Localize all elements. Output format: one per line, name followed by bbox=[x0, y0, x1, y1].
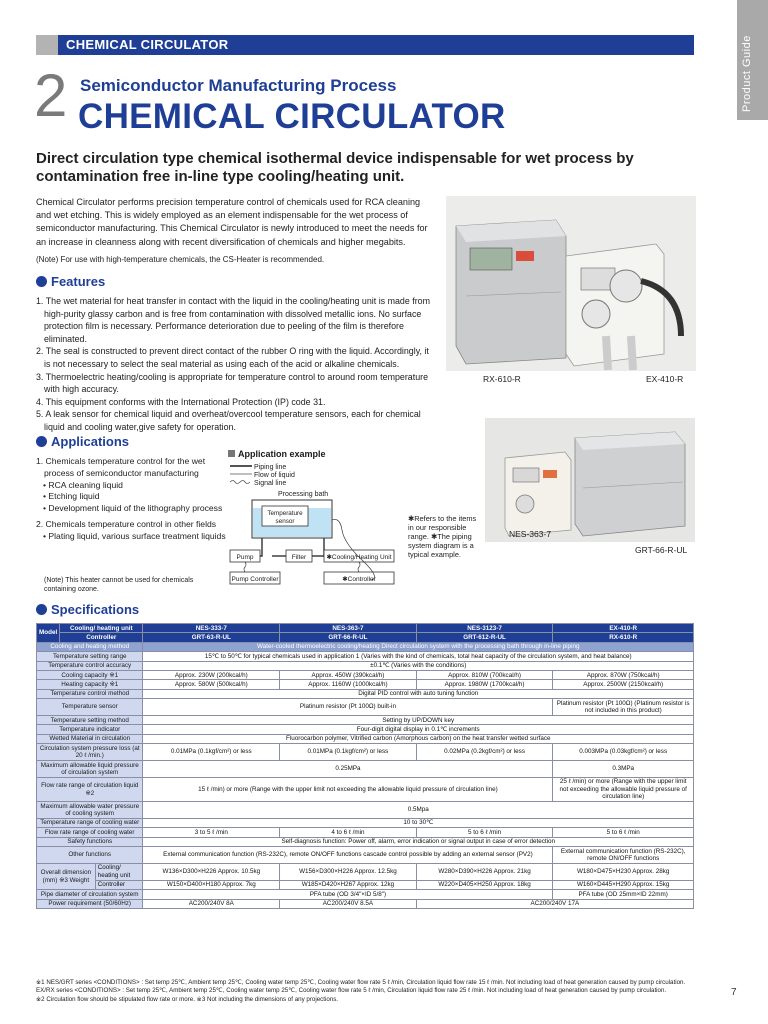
model-label: Model bbox=[37, 624, 60, 643]
lead-text: Direct circulation type chemical isothermal device indispensable for wet process by contamination free in-line type cooling/heating unit. bbox=[36, 150, 634, 185]
row-label: Flow rate range of circulation liquid ※2 bbox=[37, 777, 143, 801]
table-row bbox=[37, 624, 694, 633]
table-cell: 0.01MPa (0.1kgf/cm²) or less bbox=[280, 744, 417, 761]
page-subtitle: Semiconductor Manufacturing Process bbox=[80, 76, 397, 95]
bullet-dot-icon bbox=[36, 604, 47, 615]
table-row bbox=[37, 828, 694, 837]
table-row bbox=[37, 802, 694, 819]
table-cell: Platinum resistor (Pt 100Ω) (Platinum resistor is not included in this product) bbox=[553, 699, 694, 716]
table-row bbox=[37, 863, 694, 880]
application-item: 2. Chemicals temperature control in other fields bbox=[36, 518, 217, 529]
row-label: Temperature indicator bbox=[37, 725, 143, 734]
square-bullet-icon bbox=[228, 450, 235, 457]
product-photo-nes-grt bbox=[485, 418, 695, 542]
table-cell: 0.01MPa (0.1kgf/cm²) or less bbox=[143, 744, 280, 761]
row-label: Flow rate range of cooling water bbox=[37, 828, 143, 837]
row-label: Temperature control accuracy bbox=[37, 661, 143, 670]
table-row bbox=[37, 652, 694, 661]
caption-ex-410-r: EX-410-R bbox=[646, 374, 684, 384]
table-row bbox=[37, 661, 694, 670]
row-label: Wetted Material in circulation bbox=[37, 734, 143, 743]
application-subitem: • Plating liquid, various surface treatment liquids bbox=[43, 530, 226, 541]
page-title: CHEMICAL CIRCULATOR bbox=[78, 97, 506, 136]
table-row bbox=[37, 777, 694, 801]
diagram-note: ✱Refers to the items in our responsible range. ✱The piping system diagram is a typical example. bbox=[408, 514, 477, 559]
table-cell: 10 to 30℃ bbox=[143, 818, 694, 827]
model-cell: NES-333-7 bbox=[143, 624, 280, 633]
controller-header-label: Controller bbox=[60, 633, 143, 642]
table-row bbox=[37, 880, 694, 889]
applications-heading-label: Applications bbox=[51, 434, 130, 449]
feature-item: 1. The wet material for heat transfer in contact with the liquid in the cooling/heating unit is made from high-purity glassy carbon and is free from contamination with dissolved metallic ions. No surface protection film is necessary. Performance deterioration due to peeling of the film is therefore eliminated. bbox=[36, 296, 430, 344]
table-cell: 25 ℓ /min) or more (Range with the upper limit not exceeding the allowable liquid pressure of circulation line) bbox=[553, 777, 694, 801]
row-label: Heating capacity ※1 bbox=[37, 680, 143, 689]
row-label: Temperature setting range bbox=[37, 652, 143, 661]
table-row bbox=[37, 680, 694, 689]
bullet-dot-icon bbox=[36, 276, 47, 287]
row-label: Temperature sensor bbox=[37, 699, 143, 716]
application-subitem: • Etching liquid bbox=[43, 491, 100, 502]
row-label: Overall dimension (mm) ※3 Weight bbox=[37, 863, 96, 889]
section-number: 2 bbox=[34, 62, 68, 129]
table-cell: Approx. 580W (500kcal/h) bbox=[143, 680, 280, 689]
row-label: Cooling capacity ※1 bbox=[37, 671, 143, 680]
table-cell: W156×D300×H226 Approx. 12.5kg bbox=[280, 863, 417, 880]
side-tab-label: Product Guide bbox=[741, 35, 753, 112]
feature-item: 2. The seal is constructed to prevent direct contact of the rubber O ring with the liquid. Accordingly, it is not necessary to select the seal material as using each of the acid or alkaline chemicals. bbox=[36, 346, 429, 369]
applications-list bbox=[36, 456, 226, 543]
table-row bbox=[37, 725, 694, 734]
controller-label: ✱Controller bbox=[342, 576, 376, 583]
table-row bbox=[37, 744, 694, 761]
cooling-heating-unit-label: ✱Cooling/Heating Unit bbox=[326, 554, 392, 561]
table-row bbox=[37, 837, 694, 846]
table-cell: 5 to 6 ℓ /min bbox=[553, 828, 694, 837]
table-row bbox=[37, 642, 694, 651]
table-cell: Self-diagnosis function: Power off, alarm, error indication or signal output in case of error detection bbox=[143, 837, 694, 846]
pump-label: Pump bbox=[236, 554, 254, 561]
signal-wire-pump bbox=[244, 562, 246, 572]
processing-bath-label: Processing bath bbox=[278, 491, 329, 498]
temperature-sensor-label: Temperature bbox=[267, 510, 303, 517]
table-cell: W280×D390×H226 Approx. 21kg bbox=[416, 863, 553, 880]
product-photo-illustration-2 bbox=[485, 418, 695, 542]
row-label: Power requirement (50/60Hz) bbox=[37, 899, 143, 908]
table-cell: Approx. 450W (390kcal/h) bbox=[280, 671, 417, 680]
row-label: Cooling and heating method bbox=[37, 642, 143, 651]
controller-cell: GRT-66-R-UL bbox=[280, 633, 417, 642]
row-sublabel: Controller bbox=[95, 880, 143, 889]
product-photo-rx-ex bbox=[446, 196, 696, 371]
table-row bbox=[37, 734, 694, 743]
model-cell: NES-363-7 bbox=[280, 624, 417, 633]
bullet-dot-icon bbox=[36, 436, 47, 447]
temperature-sensor-label-2: sensor bbox=[275, 518, 295, 525]
table-row bbox=[37, 761, 694, 778]
application-example-title bbox=[228, 449, 326, 459]
table-cell: 0.003MPa (0.03kgf/cm²) or less bbox=[553, 744, 694, 761]
row-label: Pipe diameter of circulation system bbox=[37, 890, 143, 899]
table-cell: 0.25MPa bbox=[143, 761, 553, 778]
controller-cell: RX-610-R bbox=[553, 633, 694, 642]
table-cell: W220×D405×H250 Approx. 18kg bbox=[416, 880, 553, 889]
product-photo-illustration bbox=[446, 196, 696, 371]
table-cell: W180×D475×H230 Approx. 28kg bbox=[553, 863, 694, 880]
table-cell: Platinum resistor (Pt 100Ω) built-in bbox=[143, 699, 553, 716]
feature-item: 5. A leak sensor for chemical liquid and overheat/overcool temperature sensors, each for chemical liquid and cooling water,give safety for operation. bbox=[36, 409, 421, 432]
table-cell: W136×D300×H226 Approx. 10.5kg bbox=[143, 863, 280, 880]
table-cell: External communication function (RS-232C), remote ON/OFF functions bbox=[553, 847, 694, 864]
applications-note: (Note) This heater cannot be used for chemicals containing ozone. bbox=[44, 577, 194, 593]
page-number: 7 bbox=[731, 987, 737, 998]
feature-item: 4. This equipment conforms with the International Protection (IP) code 31. bbox=[36, 396, 326, 407]
application-example-diagram bbox=[228, 460, 408, 588]
header-square bbox=[36, 35, 58, 55]
table-cell: AC200/240V 8.5A bbox=[280, 899, 417, 908]
specifications-heading-label: Specifications bbox=[51, 602, 140, 617]
controller-cell: GRT-63-R-UL bbox=[143, 633, 280, 642]
table-cell: 0.5Mpa bbox=[143, 802, 694, 819]
caption-nes-363-7: NES-363-7 bbox=[509, 529, 552, 539]
table-row bbox=[37, 671, 694, 680]
specifications-heading bbox=[36, 602, 139, 617]
specifications-table bbox=[36, 623, 694, 909]
table-cell: 5 to 6 ℓ /min bbox=[416, 828, 553, 837]
table-cell: 3 to 5 ℓ /min bbox=[143, 828, 280, 837]
table-cell: AC200/240V 8A bbox=[143, 899, 280, 908]
table-cell: 0.3MPa bbox=[553, 761, 694, 778]
table-cell: 15℃ to 50℃ for typical chemicals used in application 1 (Varies with the kind of chemicals, total heat capacity of the circulation system, and heat balance) bbox=[143, 652, 694, 661]
header-bar bbox=[36, 35, 694, 55]
application-subitem: • RCA cleaning liquid bbox=[43, 479, 123, 490]
pump-controller-label: Pump Controller bbox=[231, 576, 279, 583]
row-label: Safety functions bbox=[37, 837, 143, 846]
row-label: Temperature range of cooling water bbox=[37, 818, 143, 827]
row-label: Temperature control method bbox=[37, 689, 143, 698]
table-cell: W150×D400×H180 Approx. 7kg bbox=[143, 880, 280, 889]
intro-text: Chemical Circulator performs precision temperature control of chemicals used for RCA cleaning and wet etching. This is widely employed as an element indispensable for the wet process of semiconductor manufacturing. This Chemical Circulator is newly introduced to meet the needs for an increase in cleanness along with recent diversification of chemicals and higher megabits. bbox=[36, 197, 428, 247]
table-cell: W185×D420×H267 Approx. 12kg bbox=[280, 880, 417, 889]
features-heading-label: Features bbox=[51, 274, 106, 289]
table-row bbox=[37, 890, 694, 899]
footnotes bbox=[36, 979, 726, 1004]
table-row bbox=[37, 899, 694, 908]
footnote: ※2 Circulation flow should be stipulated flow rate or more. ※3 Not including the dimensions of any projections. bbox=[36, 995, 339, 1003]
application-subitem: • Development liquid of the lithography process bbox=[43, 503, 223, 514]
intro-note: (Note) For use with high-temperature chemicals, the CS-Heater is recommended. bbox=[36, 255, 325, 264]
table-cell: Setting by UP/DOWN key bbox=[143, 716, 694, 725]
table-row bbox=[37, 633, 694, 642]
caption-rx-610-r: RX-610-R bbox=[483, 374, 521, 384]
filter-label: Filter bbox=[291, 554, 307, 561]
controller-cell: GRT-612-R-UL bbox=[416, 633, 553, 642]
signal-wire-controller bbox=[358, 562, 360, 572]
feature-item: 3. Thermoelectric heating/cooling is appropriate for temperature control to around room temperature with high accuracy. bbox=[36, 371, 429, 395]
footnote: ※1 NES/GRT series <CONDITIONS> : Set temp 25℃, Ambient temp 25℃, Cooling water temp 25℃, Cooling water flow rate 5 ℓ /min, Circulation liquid flow rate 15 ℓ /min. Not including load of heat generation caused by pump circulation. bbox=[36, 979, 686, 986]
row-label: Circulation system pressure loss (at 20 ℓ /min.) bbox=[37, 744, 143, 761]
application-item: 1. Chemicals temperature control for the wet process of semiconductor manufacturing bbox=[36, 456, 206, 478]
row-sublabel: Cooling/ heating unit bbox=[95, 863, 143, 880]
table-cell: 0.02MPa (0.2kgf/cm²) or less bbox=[416, 744, 553, 761]
table-row bbox=[37, 818, 694, 827]
row-label: Maximum allowable water pressure of cooling system bbox=[37, 802, 143, 819]
table-cell: PFA tube (OD 25mm×ID 22mm) bbox=[553, 890, 694, 899]
table-cell: External communication function (RS-232C), remote ON/OFF functions cascade control possible by adding an external sensor (PV2) bbox=[143, 847, 553, 864]
header-bar-label: CHEMICAL CIRCULATOR bbox=[66, 37, 229, 52]
table-cell: Approx. 2500W (2150kcal/h) bbox=[553, 680, 694, 689]
application-example-title-label: Application example bbox=[238, 449, 326, 459]
legend-flow: Flow of liquid bbox=[254, 472, 295, 479]
table-cell: Fluorocarbon polymer, Vitrified carbon (Amorphous carbon) on the heat transfer wetted surface bbox=[143, 734, 694, 743]
unit-label: Cooling/ heating unit bbox=[60, 624, 143, 633]
table-cell: Approx. 810W (700kcal/h) bbox=[416, 671, 553, 680]
model-cell: EX-410-R bbox=[553, 624, 694, 633]
table-cell: 4 to 6 ℓ /min bbox=[280, 828, 417, 837]
legend-signal: Signal line bbox=[254, 480, 287, 487]
table-cell: Approx. 1980W (1700kcal/h) bbox=[416, 680, 553, 689]
applications-heading bbox=[36, 434, 129, 449]
table-cell: W160×D445×H290 Approx. 15kg bbox=[553, 880, 694, 889]
caption-grt-66-r-ul: GRT-66-R-UL bbox=[635, 545, 688, 555]
signal-line-legend bbox=[230, 481, 250, 484]
table-row bbox=[37, 689, 694, 698]
table-cell: PFA tube (OD 3/4"×ID 5/8") bbox=[143, 890, 553, 899]
table-cell: Approx. 1160W (1000kcal/h) bbox=[280, 680, 417, 689]
table-cell: AC200/240V 17A bbox=[416, 899, 693, 908]
table-row bbox=[37, 716, 694, 725]
table-cell: 15 ℓ /min) or more (Range with the upper limit not exceeding the allowable liquid pressure of circulation line) bbox=[143, 777, 553, 801]
row-label: Temperature setting method bbox=[37, 716, 143, 725]
table-cell: Approx. 230W (200kcal/h) bbox=[143, 671, 280, 680]
row-label: Other functions bbox=[37, 847, 143, 864]
table-cell: Approx. 870W (750kcal/h) bbox=[553, 671, 694, 680]
table-cell: Digital PID control with auto tuning function bbox=[143, 689, 694, 698]
legend-piping: Piping line bbox=[254, 464, 287, 471]
model-cell: NES-3123-7 bbox=[416, 624, 553, 633]
table-row bbox=[37, 699, 694, 716]
table-cell: ±0.1℃ (Varies with the conditions) bbox=[143, 661, 694, 670]
row-label: Maximum allowable liquid pressure of circulation system bbox=[37, 761, 143, 778]
table-row bbox=[37, 847, 694, 864]
footnote: EX/RX series <CONDITIONS> : Set temp 25℃, Ambient temp 25℃, Cooling water temp 25℃, Cooling water flow rate 5 ℓ /min, Circulation liquid flow rate 25 ℓ /min. Not including load of heat generation caused by pump circulation. bbox=[36, 987, 667, 995]
product-guide-tab bbox=[737, 0, 768, 120]
table-cell: Four-digit digital display in 0.1℃ increments bbox=[143, 725, 694, 734]
features-list bbox=[36, 295, 434, 434]
features-heading bbox=[36, 274, 105, 289]
table-cell: Water-cooled thermoelectric cooling/heating Direct circulation system with the processing bath through in-line piping bbox=[143, 642, 694, 651]
